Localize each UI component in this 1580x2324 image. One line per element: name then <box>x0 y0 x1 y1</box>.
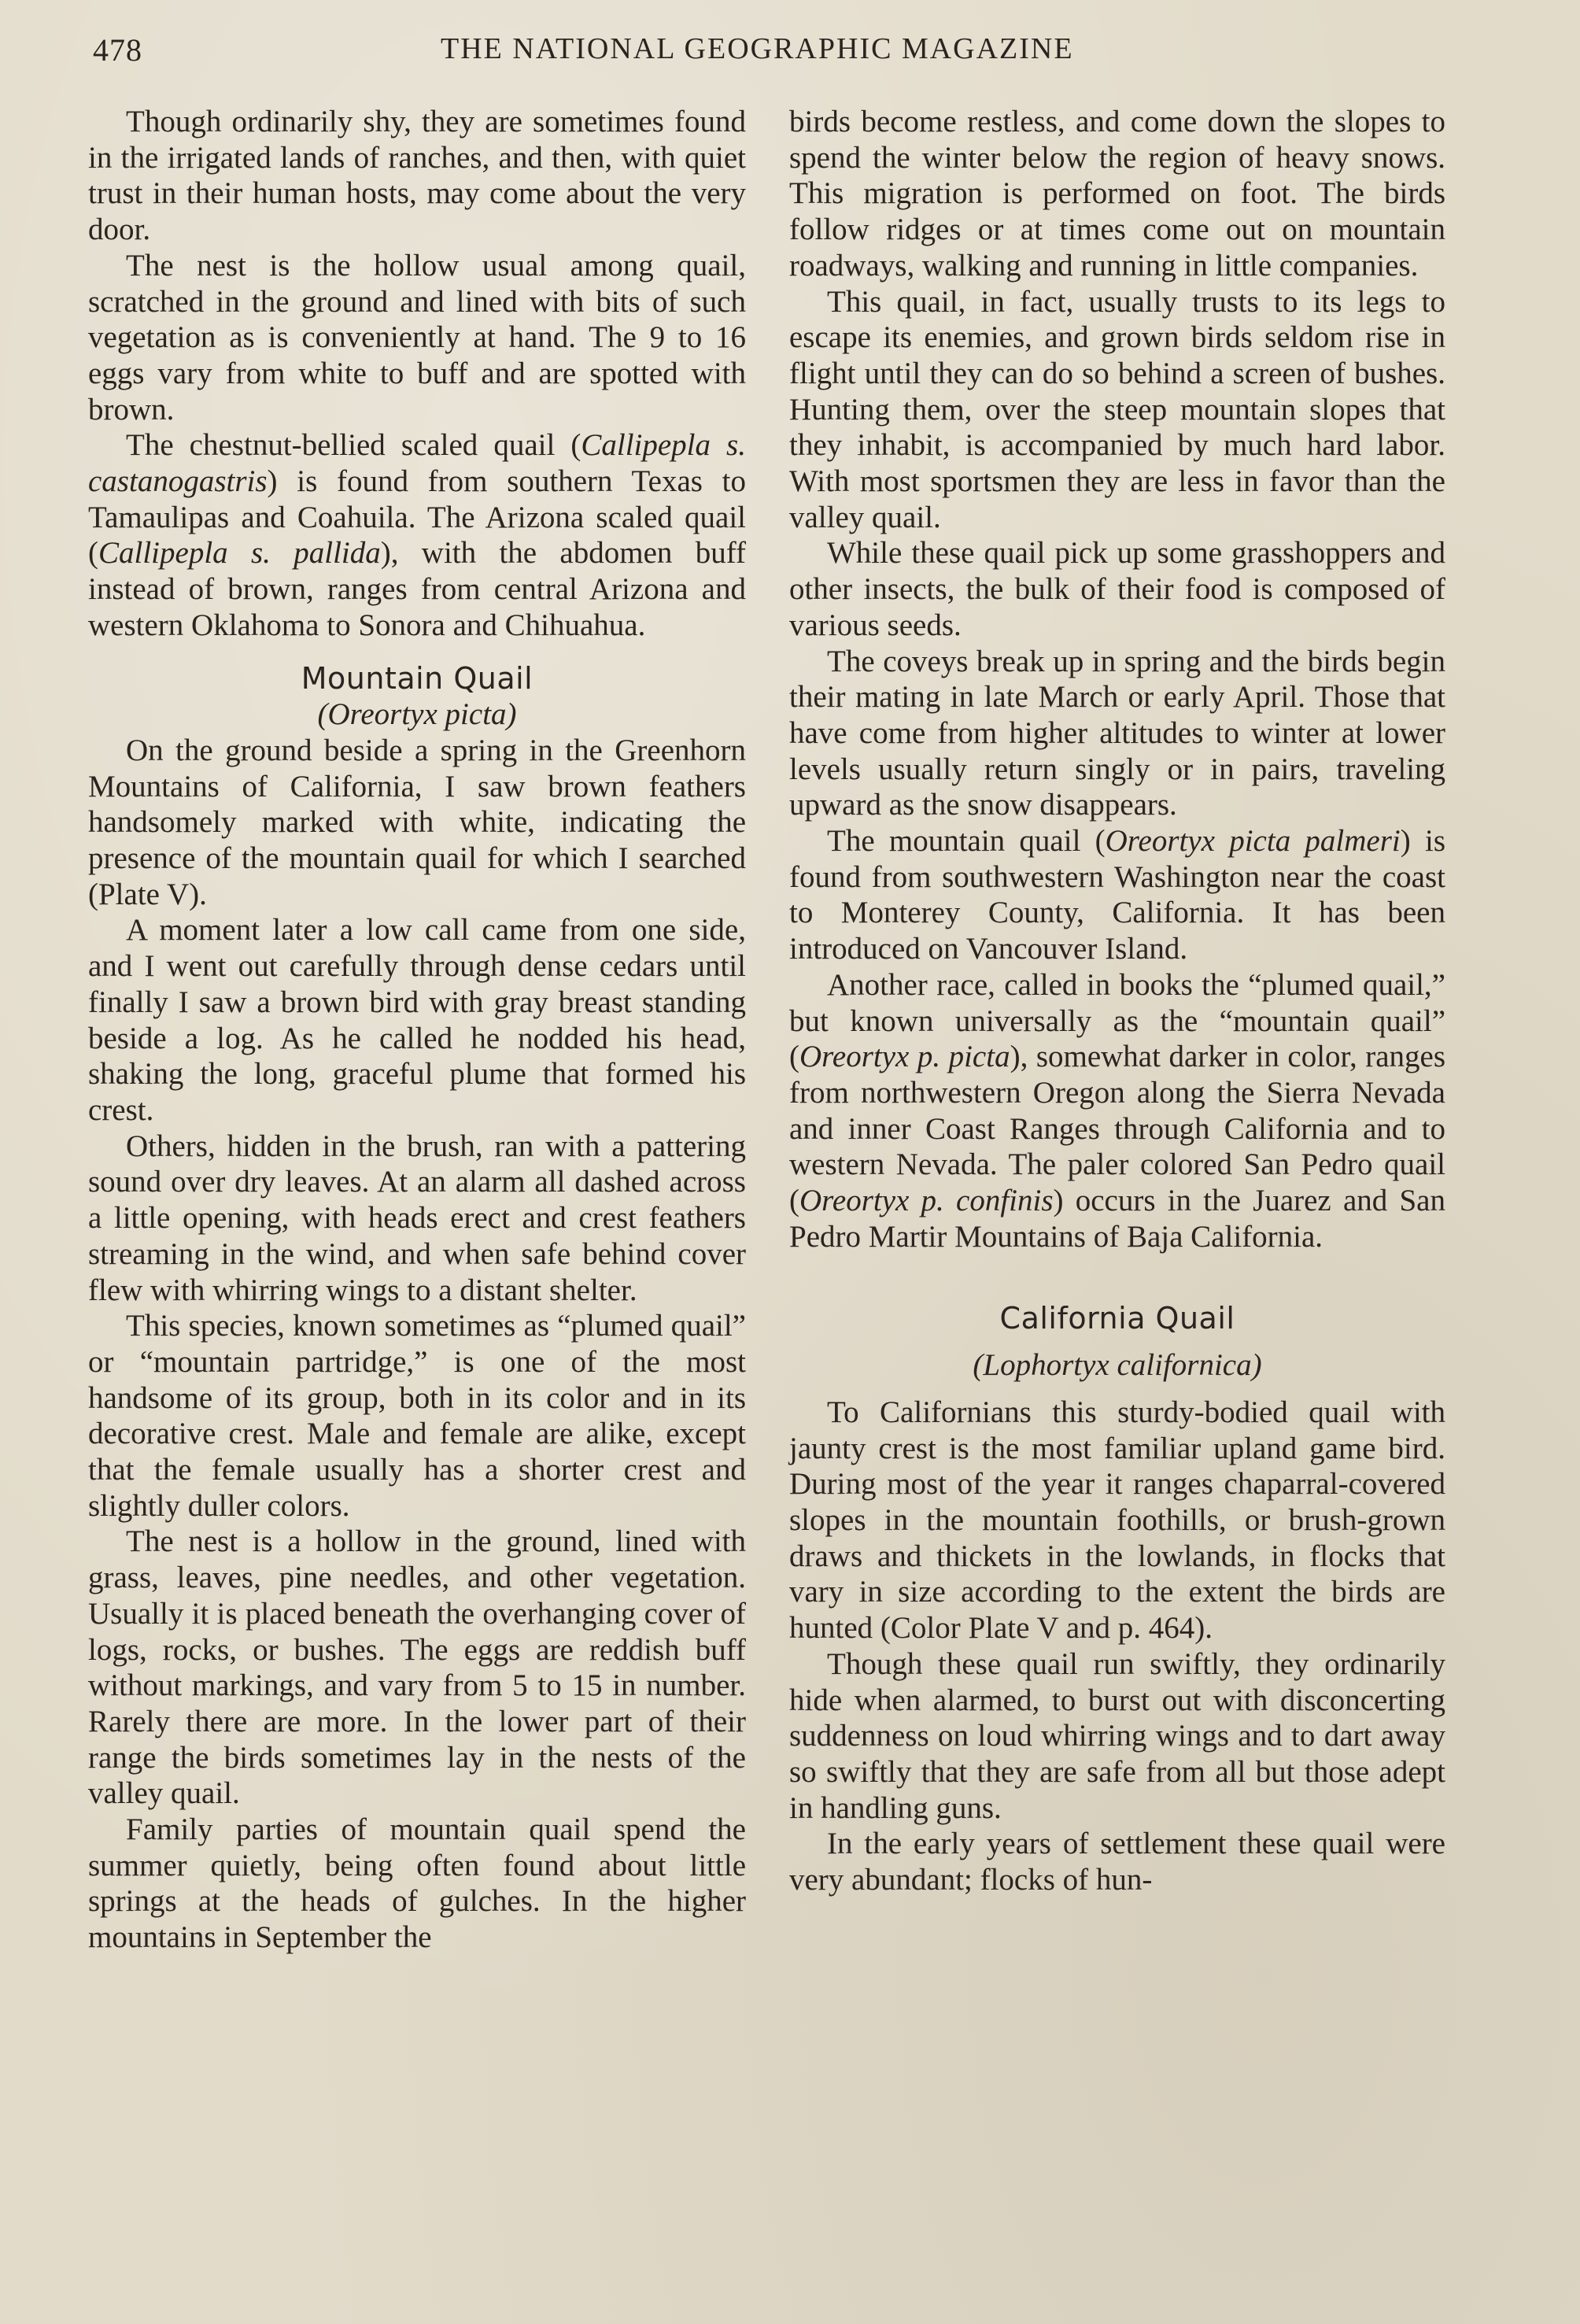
paragraph: Though these quail run swiftly, they ordinarily hide when alarmed, to burst out with disconcerting suddenness on loud whirring wings and to dart away so swiftly that they are safe from all but those adept in handling guns. <box>789 1646 1445 1825</box>
running-title: THE NATIONAL GEOGRAPHIC MAGAZINE <box>441 32 1074 65</box>
text-run: ) is found from southwestern Washington near the coast to Monterey County, California. It has been introduced on Vancouver Island. <box>789 824 1446 966</box>
section-scientific-name: (Lophortyx californica) <box>973 1348 1262 1383</box>
paragraph: While these quail pick up some grasshoppers and other insects, the bulk of their food is composed of various seeds. <box>789 536 1445 642</box>
section-heading: California Quail <box>999 1300 1235 1336</box>
text-run: ) is found from southern Texas to Tamaulipas and Coahuila. The Arizona scaled quail ( <box>88 464 746 571</box>
scientific-name: Oreortyx p. confinis <box>799 1184 1054 1218</box>
scientific-name: Oreortyx picta palmeri <box>1105 824 1401 859</box>
paragraph <box>88 427 746 643</box>
section-scientific-name: (Oreortyx picta) <box>317 697 517 732</box>
text-run: ) occurs in the Juarez and San Pedro Martir Mountains of Baja California. <box>789 1184 1445 1254</box>
paragraph: To Californians this sturdy-bodied quail with jaunty crest is the most familiar upland game bird. During most of the year it ranges chaparral-covered slopes in the mountain foothills, or brush-grown draws and thickets in the lowlands, in flocks that vary in size according to the extent the birds are hunted (Color Plate V and p. 464). <box>789 1395 1445 1646</box>
paragraph: Though ordinarily shy, they are sometimes found in the irrigated lands of ranches, and then, with quiet trust in their human hosts, may come about the very door. <box>88 105 746 247</box>
paragraph <box>789 823 1445 967</box>
paragraph: A moment later a low call came from one side, and I went out carefully through dense cedars until finally I saw a brown bird with gray breast standing beside a log. As he called he nodded his head, shaking the long, graceful plume that formed his crest. <box>88 913 746 1127</box>
text-run: Another race, called in books the “plumed quail,” but known universally as the “mountain quail” ( <box>789 967 1445 1074</box>
paragraph: On the ground beside a spring in the Greenhorn Mountains of California, I saw brown feathers handsomely marked with white, indicating the presence of the mountain quail for which I searched (Plate V). <box>88 733 746 911</box>
paragraph: In the early years of settlement these quail were very abundant; flocks of hun- <box>789 1827 1445 1897</box>
right-column <box>789 104 1445 1898</box>
paragraph: Others, hidden in the brush, ran with a pattering sound over dry leaves. At an alarm all dashed across a little opening, with heads erect and crest feathers streaming in the wind, and when safe behind cover flew with whirring wings to a distant shelter. <box>88 1129 746 1307</box>
paragraph: The nest is a hollow in the ground, lined with grass, leaves, pine needles, and other vegetation. Usually it is placed beneath the overhanging cover of logs, rocks, or bushes. The eggs are reddish buff without markings, and vary from 5 to 15 in number. Rarely there are more. In the lower part of their range the birds sometimes lay in the nests of the valley quail. <box>88 1524 746 1811</box>
paragraph: This species, known sometimes as “plumed quail” or “mountain partridge,” is one of the most handsome of its group, both in its color and in its decorative crest. Male and female are alike, except that the female usually has a shorter crest and slightly duller colors. <box>88 1309 746 1523</box>
text-run: The mountain quail ( <box>827 824 1106 859</box>
text-run: The chestnut-bellied scaled quail ( <box>126 428 581 463</box>
section-heading: Mountain Quail <box>301 660 533 696</box>
scientific-name: Callipepla s. pallida <box>98 536 381 571</box>
scientific-name: Callipepla s. castanogastris <box>88 428 746 499</box>
left-column <box>88 104 746 1956</box>
page-number: 478 <box>93 32 142 68</box>
paragraph: birds become restless, and come down the slopes to spend the winter below the region of heavy snows. This migration is performed on foot. The birds follow ridges or at times come out on mountain roadways, walking and running in little companies. <box>789 105 1445 283</box>
paragraph: The nest is the hollow usual among quail, scratched in the ground and lined with bits of such vegetation as is conveniently at hand. The 9 to 16 eggs vary from white to buff and are spotted with brown. <box>88 248 746 427</box>
paragraph: This quail, in fact, usually trusts to its legs to escape its enemies, and grown birds seldom rise in flight until they can do so behind a screen of bushes. Hunting them, over the steep mountain slopes that they inhabit, is accompanied by much hard labor. With most sportsmen they are less in favor than the valley quail. <box>789 284 1445 534</box>
text-run: ), somewhat darker in color, ranges from northwestern Oregon along the Sierra Nevada and inner Coast Ranges through California and to western Nevada. The paler colored San Pedro quail ( <box>789 1040 1445 1218</box>
paragraph: The coveys break up in spring and the birds begin their mating in late March or early April. Those that have come from higher altitudes to winter at lower levels usually return singly or in pairs, traveling upward as the snow disappears. <box>789 644 1445 822</box>
text-run: ), with the abdomen buff instead of brown, ranges from central Arizona and western Oklahoma to Sonora and Chihuahua. <box>88 536 746 642</box>
scientific-name: Oreortyx p. picta <box>799 1040 1010 1074</box>
paragraph <box>789 967 1445 1255</box>
paragraph: Family parties of mountain quail spend the summer quietly, being often found about little springs at the heads of gulches. In the higher mountains in September the <box>88 1812 746 1955</box>
